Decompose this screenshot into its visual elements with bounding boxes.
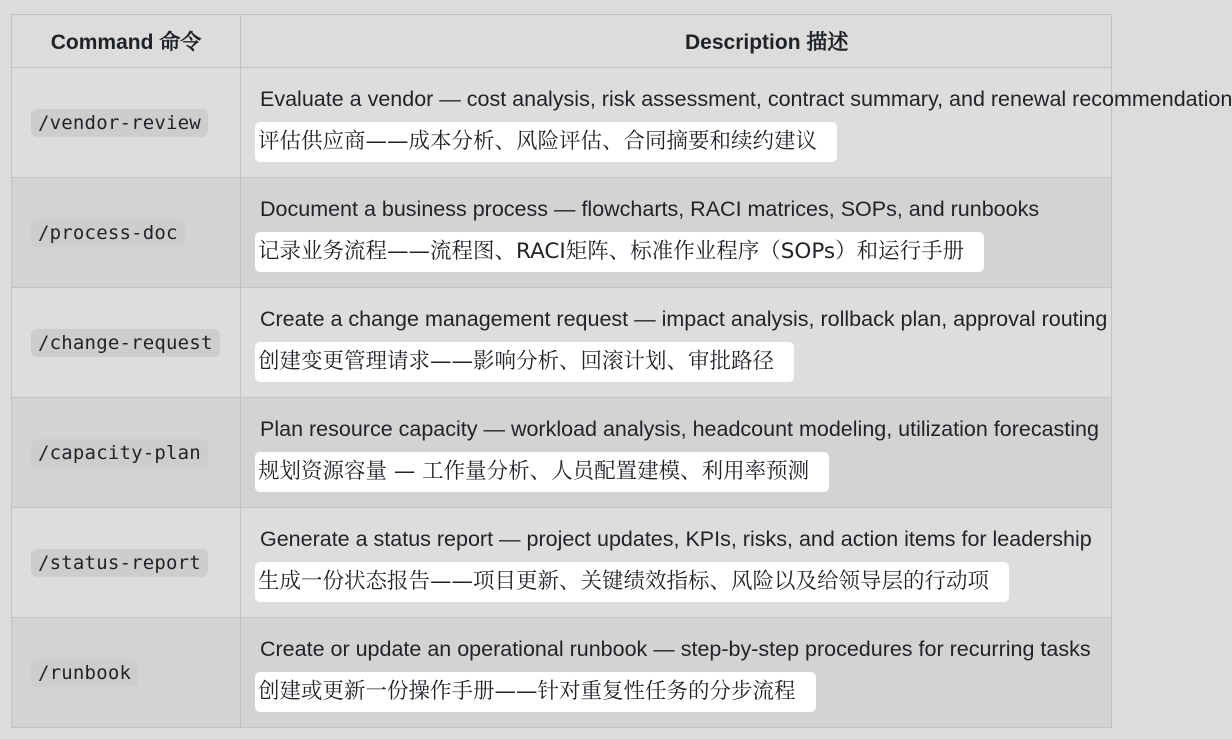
command-code: /status-report	[31, 549, 208, 577]
description-cell	[241, 178, 1112, 288]
description-cell	[241, 508, 1112, 618]
description-english: Document a business process — flowcharts, RACI matrices, SOPs, and runbooks	[260, 196, 1040, 221]
description-cell	[241, 68, 1232, 178]
command-code: /capacity-plan	[31, 439, 208, 467]
command-cell	[12, 508, 241, 618]
header-command: Command 命令	[12, 15, 241, 68]
table-row	[12, 288, 1112, 398]
command-code: /process-doc	[31, 219, 185, 247]
table-row	[12, 178, 1112, 288]
table-row	[12, 508, 1112, 618]
description-chinese: 创建或更新一份操作手册——针对重复性任务的分步流程	[255, 672, 816, 712]
description-chinese: 创建变更管理请求——影响分析、回滚计划、审批路径	[255, 342, 794, 382]
description-cell	[241, 398, 1112, 508]
description-english: Plan resource capacity — workload analysis, headcount modeling, utilization forecasting	[260, 416, 1099, 441]
description-english: Generate a status report — project updates, KPIs, risks, and action items for leadership	[260, 526, 1092, 551]
command-code: /vendor-review	[31, 109, 208, 137]
command-cell	[12, 288, 241, 398]
description-english: Evaluate a vendor — cost analysis, risk assessment, contract summary, and renewal recommendation	[260, 86, 1232, 111]
command-code: /change-request	[31, 329, 220, 357]
command-table	[11, 14, 1232, 728]
command-cell	[12, 178, 241, 288]
table-row	[12, 618, 1112, 728]
header-description: Description 描述	[241, 15, 1112, 68]
table-row	[12, 398, 1112, 508]
description-chinese: 评估供应商——成本分析、风险评估、合同摘要和续约建议	[255, 122, 837, 162]
command-cell	[12, 398, 241, 508]
description-cell	[241, 618, 1112, 728]
description-chinese: 记录业务流程——流程图、RACI矩阵、标准作业程序（SOPs）和运行手册	[255, 232, 984, 272]
table-row	[12, 68, 1112, 178]
command-code: /runbook	[31, 659, 138, 687]
description-chinese: 生成一份状态报告——项目更新、关键绩效指标、风险以及给领导层的行动项	[255, 562, 1009, 602]
description-chinese: 规划资源容量 — 工作量分析、人员配置建模、利用率预测	[255, 452, 829, 492]
description-cell	[241, 288, 1112, 398]
command-cell	[12, 68, 241, 178]
command-cell	[12, 618, 241, 728]
table-header-row	[12, 15, 1112, 68]
description-english: Create a change management request — impact analysis, rollback plan, approval routing	[260, 306, 1108, 331]
description-english: Create or update an operational runbook — step-by-step procedures for recurring tasks	[260, 636, 1091, 661]
